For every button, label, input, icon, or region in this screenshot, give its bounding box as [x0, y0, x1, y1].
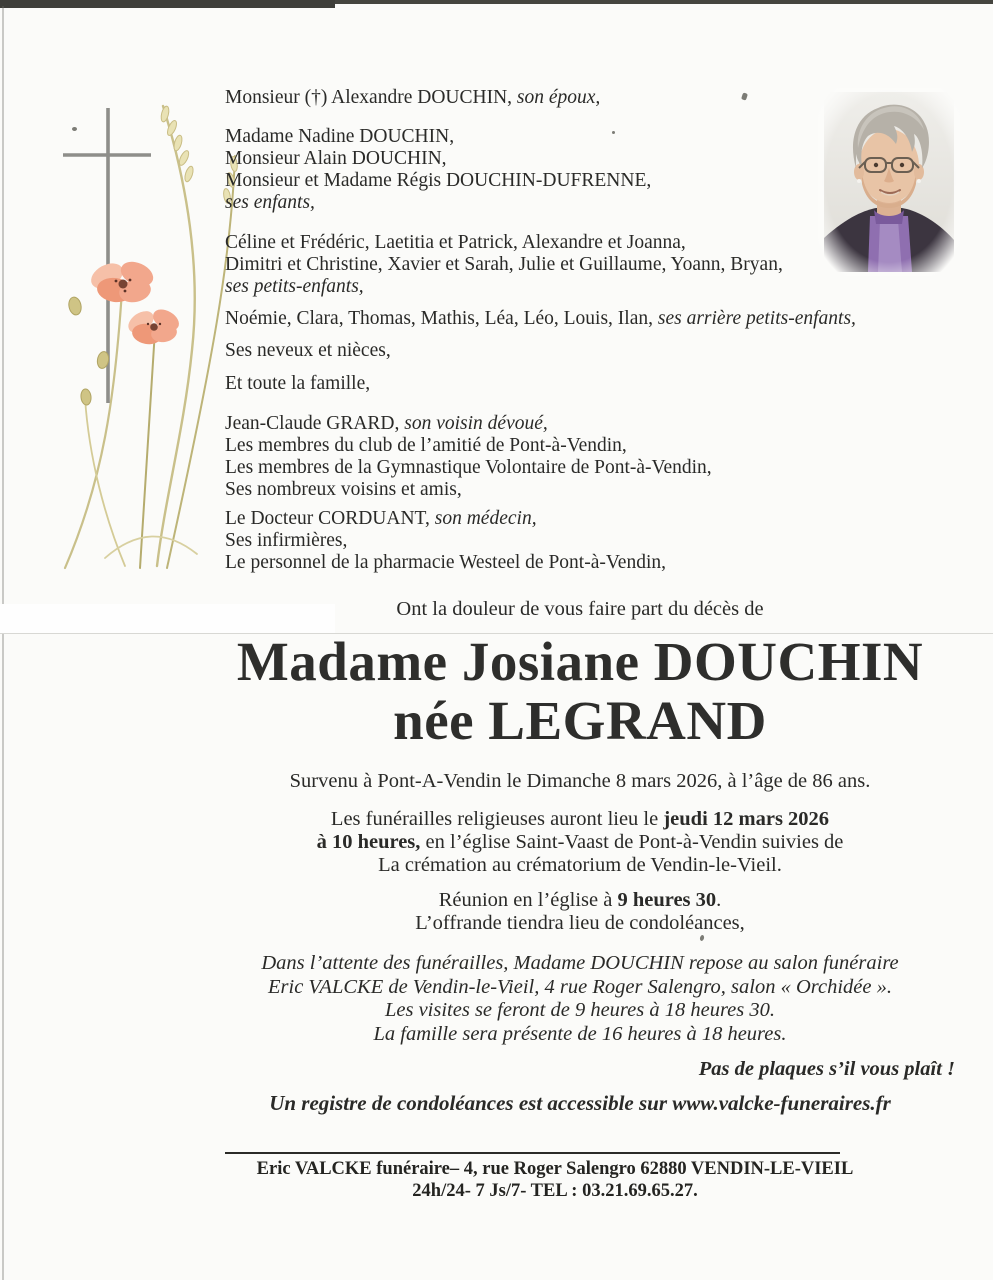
meeting-time: 9 heures 30: [617, 889, 717, 911]
nieces-line: Ses neveux et nièces,: [225, 340, 391, 361]
great-grandchildren-names: Noémie, Clara, Thomas, Mathis, Léa, Léo, Louis, Ilan,: [225, 308, 653, 329]
medical-group: [225, 508, 666, 574]
scan-speck: [699, 935, 704, 942]
doctor-relation: son médecin,: [434, 508, 537, 529]
cross-and-poppies-artwork: [45, 98, 250, 573]
funeral-date: jeudi 12 mars 2026: [663, 808, 830, 830]
neighbor-line: [225, 413, 712, 435]
medical-line: Le personnel de la pharmacie Westeel de Pont-à-Vendin,: [225, 552, 666, 573]
funeral-home-footer: [225, 1158, 885, 1202]
funeral-line2: [170, 831, 990, 854]
offering-line: L’offrande tiendra lieu de condoléances,: [415, 912, 745, 934]
neighbor-name: Jean-Claude GRARD,: [225, 413, 400, 434]
scan-edge-left: [2, 6, 4, 1280]
community-line: Les membres de la Gymnastique Volontaire de Pont-à-Vendin,: [225, 457, 712, 478]
poppy-flower: [87, 257, 157, 305]
grandchildren-group: [225, 232, 783, 298]
deceased-name-line1: Madame Josiane DOUCHIN: [236, 631, 924, 692]
neighbor-relation: son voisin dévoué,: [404, 413, 548, 434]
children-group: [225, 126, 651, 214]
whole-family-line: Et toute la famille,: [225, 373, 371, 394]
spouse-line: [225, 87, 600, 109]
death-info-line: Survenu à Pont-A-Vendin le Dimanche 8 mars 2026, à l’âge de 86 ans.: [289, 770, 871, 792]
poppy-buds: [67, 296, 110, 406]
scan-speck: [741, 92, 748, 100]
funeral-info: [170, 808, 990, 877]
great-grandchildren-relation: ses arrière petits-enfants,: [657, 308, 856, 329]
children-relation: ses enfants,: [225, 192, 315, 213]
meeting-suffix: .: [716, 889, 722, 911]
funeral-line3: La crémation au crématorium de Vendin-le-Vieil.: [378, 854, 782, 876]
deceased-name-line2: née LEGRAND: [393, 690, 767, 751]
repose-line: Eric VALCKE de Vendin-le-Vieil, 4 rue Roger Salengro, salon « Orchidée ».: [268, 975, 892, 998]
child-line: Madame Nadine DOUCHIN,: [225, 126, 455, 147]
announcement-intro: Ont la douleur de vous faire part du décès de: [396, 598, 764, 620]
no-plaques-line: Pas de plaques s’il vous plaît !: [698, 1058, 955, 1080]
grandchildren-line: Céline et Frédéric, Laetitia et Patrick, Alexandre et Joanna,: [225, 232, 686, 253]
medical-line: Ses infirmières,: [225, 530, 348, 551]
meeting-line: [170, 889, 990, 912]
funeral-part2: en l’église Saint-Vaast de Pont-à-Vendin suivies de: [425, 831, 844, 853]
condolence-register-line: Un registre de condoléances est accessible sur www.valcke-funeraires.fr: [269, 1091, 891, 1115]
scan-edge-top-left: [0, 0, 335, 8]
spouse-relation: son époux,: [516, 87, 601, 108]
doctor-name: Le Docteur CORDUANT,: [225, 508, 430, 529]
repose-line: Dans l’attente des funérailles, Madame DOUCHIN repose au salon funéraire: [261, 952, 899, 974]
repose-line: La famille sera présente de 16 heures à 18 heures.: [373, 1022, 787, 1045]
funeral-line1: [170, 808, 990, 831]
great-grandchildren-line: [225, 308, 856, 330]
footer-address-line: Eric VALCKE funéraire– 4, rue Roger Salengro 62880 VENDIN-LE-VIEIL: [256, 1159, 854, 1179]
deceased-name: [170, 632, 990, 750]
footer-rule: [225, 1152, 840, 1154]
footer-phone-line: 24h/24- 7 Js/7- TEL : 03.21.69.65.27.: [412, 1181, 698, 1201]
community-group: [225, 413, 712, 501]
community-line: Les membres du club de l’amitié de Pont-à-Vendin,: [225, 435, 627, 456]
portrait-photo: [818, 88, 960, 276]
grandchildren-relation: ses petits-enfants,: [225, 276, 364, 297]
poppy-flower: [124, 305, 182, 346]
child-line: Monsieur et Madame Régis DOUCHIN-DUFRENNE,: [225, 170, 652, 191]
child-line: Monsieur Alain DOUCHIN,: [225, 148, 447, 169]
repose-line: Les visites se feront de 9 heures à 18 heures 30.: [384, 999, 775, 1021]
spouse-name: Monsieur (†) Alexandre DOUCHIN,: [225, 87, 513, 108]
funeral-time: à 10 heures,: [316, 831, 421, 853]
funeral-part1: Les funérailles religieuses auront lieu le: [330, 808, 659, 830]
repose-info: [170, 952, 990, 1046]
grandchildren-line: Dimitri et Christine, Xavier et Sarah, Julie et Guillaume, Yoann, Bryan,: [225, 254, 783, 275]
community-line: Ses nombreux voisins et amis,: [225, 479, 462, 500]
doctor-line: [225, 508, 666, 530]
meeting-part1: Réunion en l’église à: [438, 889, 613, 911]
